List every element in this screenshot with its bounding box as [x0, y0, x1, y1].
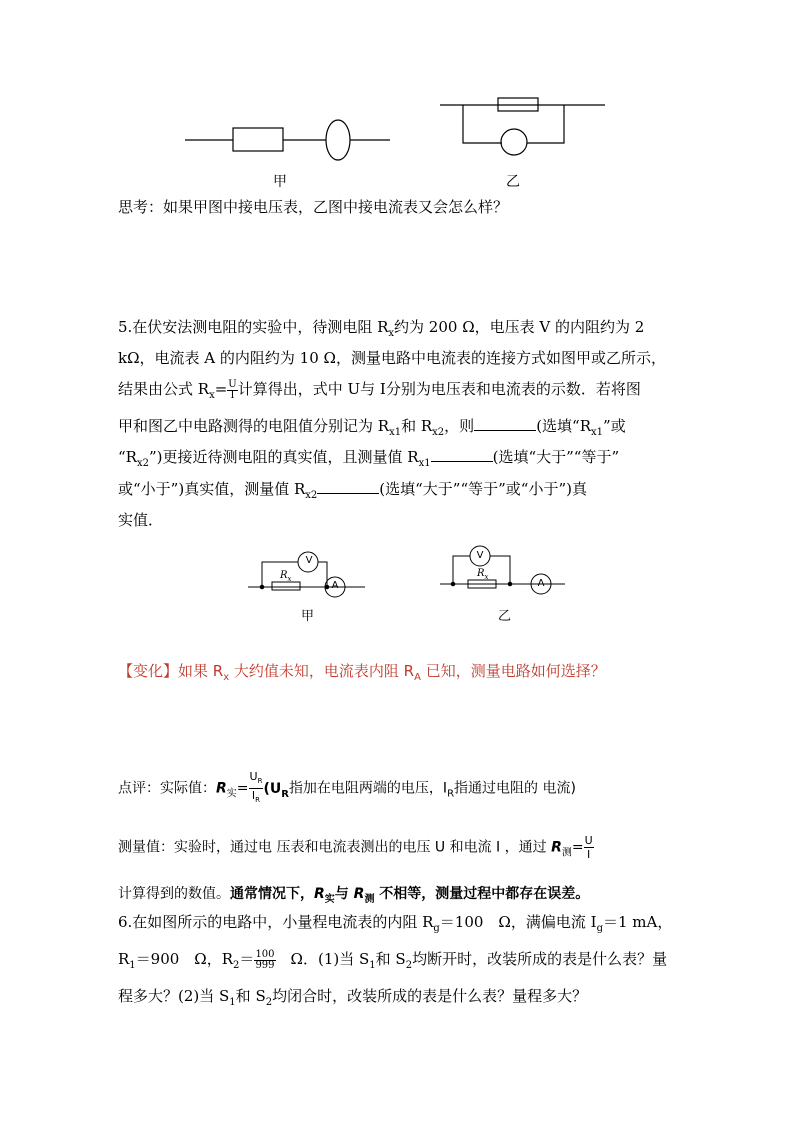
resistor-rx: [272, 582, 300, 590]
q5-line-1: 5.在伏安法测电阻的实验中，待测电阻 $R_x$约为 200 Ω，电压表 V 的内阻约为 2: [118, 318, 645, 339]
caption-jia: 甲: [273, 174, 287, 190]
answer-blank-1[interactable]: [474, 416, 536, 431]
fraction-u-over-i: $\frac{U}{I}$: [228, 378, 237, 401]
q5-line-4: 甲和图乙中电路测得的电阻值分别记为 $R_{x1}$和 $R_{x2}$，则 (选填“$R_{x1}$”或: [118, 417, 626, 438]
caption-yi: 乙: [506, 174, 520, 190]
voltmeter-label-yi: V: [476, 550, 484, 561]
q5-line-3: 结果由公式 $R_x=$ $\frac{U}{I}$ 计算得出，式中 U与 I分别为电压表和电流表的示数．若将图: [118, 378, 641, 401]
q6-line-2: $R_1=900$ Ω，$R_2=$ $\frac{100}{999}$ Ω．(1)当 $S_1$和 $S_2$均断开时，改装所成的表是什么表？量: [118, 948, 668, 971]
q5-line-5: “$R_{x2}$”)更接近待测电阻的真实值，且测量值 $R_{x1}$ (选填“大于”“等于”: [118, 448, 620, 469]
comment-line: 点评：实际值：$R_实=$ $\frac{U_R}{I_R}$ ($U_R$指加在电阻两端的电压，$I_R$指通过电阻的 电流): [118, 770, 688, 807]
measure-line-2: 计算得到的数值。通常情况下，$R_实$与 $R_测$ 不相等，测量过程中都存在误差。: [118, 886, 590, 905]
diagram-yi: [440, 98, 605, 155]
figure-series-parallel: [180, 95, 610, 165]
think-question: 思考：如果甲图中接电压表，乙图中接电流表又会怎么样？: [118, 198, 509, 216]
measure-line-1: 测量值：实验时，通过电 压表和电流表测出的电压 U 和电流 I ，通过 $R_测=$ $\frac{U}{I}$: [118, 834, 593, 861]
q5-line-7: 实值．: [118, 511, 164, 529]
answer-blank-2[interactable]: [431, 447, 493, 462]
variation-question: 【变化】如果 $R_x$ 大约值未知，电流表内阻 $R_A$ 已知，测量电路如何选择？: [118, 662, 606, 683]
fraction-100-over-999: $\frac{100}{999}$: [255, 948, 275, 971]
q6-line-3: 程多大？(2)当 $S_1$和 $S_2$均闭合时，改装所成的表是什么表？量程多大？: [118, 987, 588, 1008]
ammeter-label-jia: A: [331, 580, 339, 591]
q5-line-6: 或“小于”)真实值，测量值 $R_{x2}$ (选填“大于”“等于”或“小于”)真: [118, 480, 587, 501]
caption-yi-2: 乙: [498, 609, 512, 624]
meter-symbol: [326, 120, 350, 160]
diagram-jia: [185, 120, 390, 160]
fraction-u-over-i-measure: $\frac{U}{I}$: [584, 834, 593, 861]
rx-label-yi: $R_x$: [477, 568, 489, 581]
ammeter-label-yi: A: [537, 578, 545, 589]
q6-line-1: 6.在如图所示的电路中，小量程电流表的内阻 $R_g=100$ Ω，满偏电流 $I_g=1$ mA，: [118, 913, 673, 934]
caption-jia-2: 甲: [301, 609, 315, 624]
rx-label-jia: $R_x$: [280, 570, 292, 583]
answer-blank-3[interactable]: [317, 479, 379, 494]
voltmeter-label-jia: V: [305, 555, 313, 566]
circuit-yi: [440, 546, 565, 594]
resistor-symbol: [233, 128, 283, 151]
q5-line-2: kΩ，电流表 A 的内阻约为 10 Ω，测量电路中电流表的连接方式如图甲或乙所示，: [118, 349, 666, 367]
meter-symbol: [501, 129, 527, 155]
fraction-ur-over-ir: $\frac{U_R}{I_R}$: [249, 770, 263, 805]
